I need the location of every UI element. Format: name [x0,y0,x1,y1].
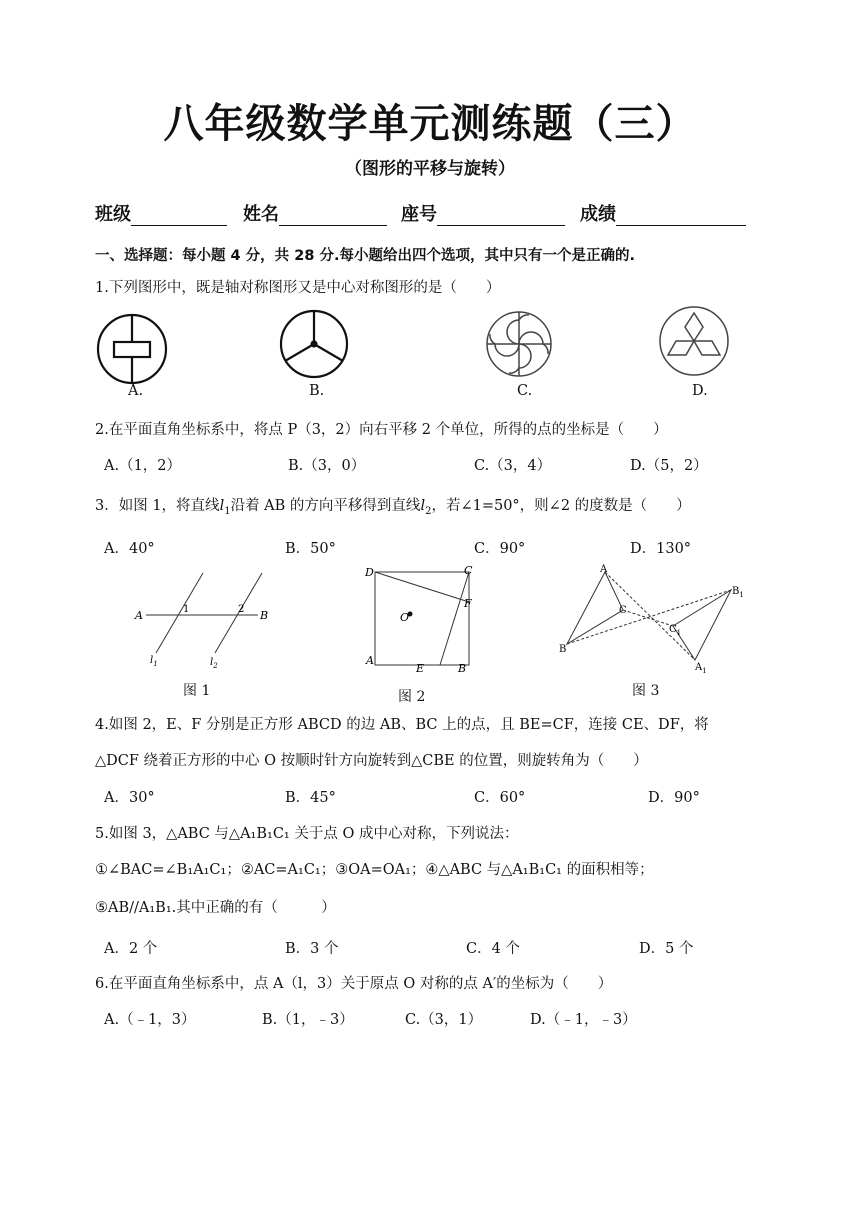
q6-option-c[interactable]: C.（3，1） [405,1012,483,1028]
score-field [580,200,746,226]
q5-option-d[interactable]: D．5 个 [639,941,694,957]
q4-option-a[interactable]: A．30° [104,790,155,806]
question-5-line-3: ⑤AB//A₁B₁.其中正确的有（ ） [95,900,336,916]
fig1-label-b: B [260,609,269,622]
question-2: 2.在平面直角坐标系中，将点 P（3，2）向右平移 2 个单位，所得的点的坐标是（ ） [95,422,668,438]
question-1: 1.下列图形中，既是轴对称图形又是中心对称图形的是（ ） [95,280,501,296]
q4-option-d[interactable]: D．90° [648,790,700,806]
question-6: 6.在平面直角坐标系中，点 A（l，3）关于原点 O 对称的点 A′的坐标为（ ） [95,976,613,992]
name-blank[interactable] [279,207,387,226]
fig2-line-ce [440,572,469,665]
class-label: 班级 [95,204,131,225]
fig1-label-l2: $l_2$ [210,657,218,670]
q1-option-a[interactable]: A. [128,383,144,399]
figure-2-caption: 图 2 [398,689,426,705]
q6-option-d[interactable]: D.（﹣1，﹣3） [530,1012,637,1028]
seat-blank[interactable] [437,207,565,226]
q3-option-d[interactable]: D．130° [630,541,692,557]
figure-c-icon [487,312,551,376]
fig1-label-1: 1 [183,604,190,615]
q5-option-c[interactable]: C．4 个 [466,941,520,957]
q3-option-a[interactable]: A．40° [104,541,155,557]
fig2-label-d: D [365,566,374,579]
figure-2 [360,562,490,682]
name-label: 姓名 [243,204,279,225]
figure-a-icon [98,315,166,383]
q1-option-d[interactable]: D. [692,383,708,399]
q6-option-b[interactable]: B.（1，﹣3） [262,1012,354,1028]
question-5-line-2: ①∠BAC=∠B₁A₁C₁；②AC=A₁C₁；③OA=OA₁；④△ABC 与△A₁B₁C₁ 的面积相等； [95,862,654,878]
q3-l1-sub: 1 [224,505,231,517]
q1-option-b[interactable]: B. [309,383,325,399]
figure-1 [130,565,280,675]
q3-option-c[interactable]: C．90° [474,541,526,557]
q2-option-c[interactable]: C.（3，4） [474,458,552,474]
q1-option-c[interactable]: C. [517,383,533,399]
fig3-label-a1: $A_1$ [695,662,707,675]
page-subtitle: （图形的平移与旋转） [345,159,515,179]
fig3-label-b: B [559,644,567,655]
fig1-line-l1 [156,573,203,653]
question-3 [95,494,691,517]
fig3-triangle-abc [567,572,623,644]
figure-b-icon [281,311,347,377]
seat-label: 座号 [401,204,437,225]
page-title: 八年级数学单元测练题（三） [163,101,697,147]
q3-option-b[interactable]: B．50° [285,541,336,557]
q3-text-b: 沿着 AB 的方向平移得到直线 [230,498,421,514]
fig1-label-2: 2 [238,604,245,615]
fig3-label-b1: $B_1$ [732,586,744,599]
q5-option-a[interactable]: A．2 个 [104,941,158,957]
fig2-label-o: O [400,611,410,624]
score-label: 成绩 [580,204,616,225]
name-field [243,200,387,226]
class-blank[interactable] [131,207,227,226]
q6-option-a[interactable]: A.（﹣1，3） [104,1012,196,1028]
section-heading: 一、选择题：每小题 4 分，共 28 分.每小题给出四个选项，其中只有一个是正确的. [95,248,635,264]
fig2-label-e: E [416,662,425,675]
fig3-line-aa1 [605,572,695,660]
q4-option-b[interactable]: B．45° [285,790,336,806]
q3-l2: l [420,498,426,514]
q2-option-d[interactable]: D.（5，2） [630,458,708,474]
fig3-label-c: C [619,605,627,616]
q1-figures [92,305,752,405]
q2-option-a[interactable]: A.（1，2） [104,458,182,474]
seat-field [401,200,565,226]
q2-option-b[interactable]: B.（3，0） [288,458,366,474]
question-4-line-2: △DCF 绕着正方形的中心 O 按顺时针方向旋转到△CBE 的位置，则旋转角为（ ） [95,753,648,769]
q5-option-b[interactable]: B．3 个 [285,941,339,957]
fig2-label-f: F [464,597,472,610]
fig1-label-a: A [135,609,143,622]
score-blank[interactable] [616,207,746,226]
q3-text-a: 3．如图 1，将直线 [95,498,220,514]
q3-text-c: ，若∠1=50°，则∠2 的度数是（ ） [431,498,691,514]
figure-1-caption: 图 1 [183,683,211,699]
fig2-label-a: A [366,654,374,667]
figure-3-caption: 图 3 [632,683,660,699]
fig1-label-l1: $l_1$ [150,655,158,668]
fig3-label-c1: $C_1$ [669,624,682,637]
fig3-triangle-a1b1c1 [673,590,731,660]
q3-l2-sub: 2 [425,505,432,517]
question-5-line-1: 5.如图 3，△ABC 与△A₁B₁C₁ 关于点 O 成中心对称，下列说法： [95,826,519,842]
q4-option-c[interactable]: C．60° [474,790,526,806]
figure-3 [555,560,755,680]
q3-l1: l [219,498,225,514]
fig2-line-df [375,572,469,602]
fig3-label-a: A [600,564,608,575]
question-4-line-1: 4.如图 2，E、F 分别是正方形 ABCD 的边 AB、BC 上的点，且 BE=CF，连接 CE、DF，将 [95,717,709,733]
fig2-label-c: C [464,564,473,577]
fig2-label-b: B [458,662,467,675]
figure-d-icon [660,307,728,375]
class-field [95,200,227,226]
